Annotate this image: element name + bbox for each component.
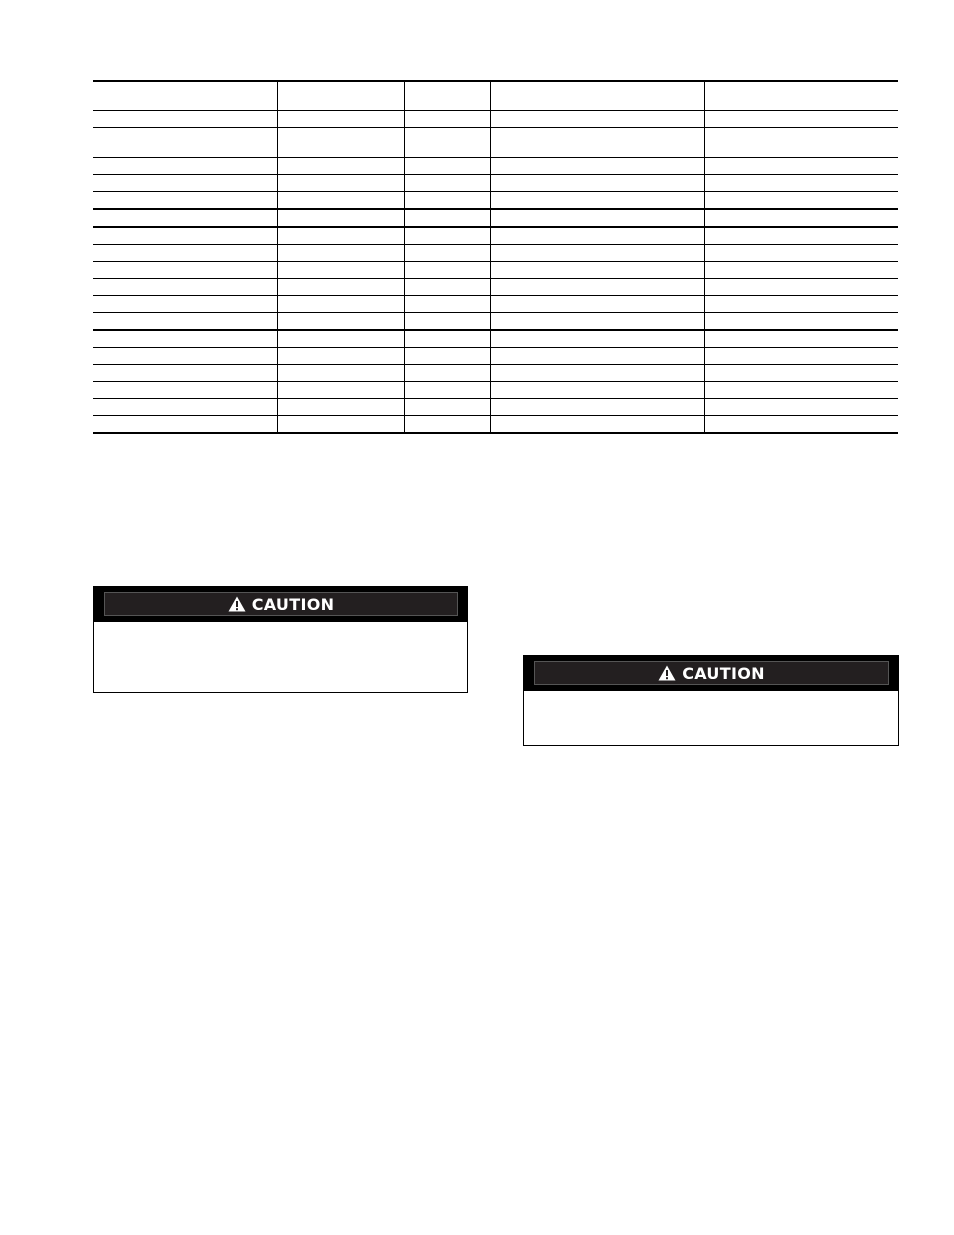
table-cell: [93, 158, 277, 175]
table-cell: [277, 348, 404, 365]
table-cell: [704, 416, 898, 434]
table-cell: [277, 365, 404, 382]
table-cell: [490, 399, 704, 416]
table-cell: [704, 245, 898, 262]
table-cell: [93, 262, 277, 279]
table-cell: [277, 81, 404, 111]
table-cell: [490, 128, 704, 158]
table-cell: [404, 175, 490, 192]
caution-header: [94, 587, 467, 622]
table-row: [93, 365, 898, 382]
table-cell: [277, 192, 404, 210]
table-cell: [277, 262, 404, 279]
table-cell: [704, 399, 898, 416]
table-cell: [490, 279, 704, 296]
table-cell: [704, 111, 898, 128]
table-cell: [93, 348, 277, 365]
table-cell: [93, 209, 277, 227]
table-cell: [490, 81, 704, 111]
table-cell: [93, 313, 277, 331]
table-cell: [404, 382, 490, 399]
table-cell: [490, 313, 704, 331]
table-cell: [704, 365, 898, 382]
table-cell: [704, 296, 898, 313]
table-row: [93, 158, 898, 175]
table-cell: [277, 330, 404, 348]
table-row: [93, 296, 898, 313]
table-cell: [93, 279, 277, 296]
table-cell: [704, 262, 898, 279]
table-row: [93, 348, 898, 365]
table-row: [93, 111, 898, 128]
table-cell: [490, 365, 704, 382]
table-cell: [404, 399, 490, 416]
table-cell: [277, 128, 404, 158]
table-cell: [277, 296, 404, 313]
table-cell: [404, 227, 490, 245]
caution-heading: CAUTION: [251, 594, 335, 614]
table-cell: [404, 348, 490, 365]
caution-box-left: [93, 586, 468, 693]
caution-heading: CAUTION: [682, 663, 765, 683]
table-cell: [704, 382, 898, 399]
table-cell: [404, 128, 490, 158]
caution-header: [524, 656, 898, 691]
table-cell: [490, 158, 704, 175]
table-cell: [93, 175, 277, 192]
table-row: [93, 245, 898, 262]
table-cell: [704, 192, 898, 210]
table-cell: [490, 192, 704, 210]
table-cell: [277, 382, 404, 399]
table-cell: [277, 227, 404, 245]
table-cell: [404, 296, 490, 313]
table-cell: [704, 330, 898, 348]
caution-banner: [104, 592, 458, 616]
table-cell: [277, 175, 404, 192]
table-row: [93, 382, 898, 399]
table-cell: [277, 416, 404, 434]
table-cell: [404, 81, 490, 111]
specification-table: [93, 80, 898, 434]
table-cell: [404, 111, 490, 128]
table-cell: [704, 158, 898, 175]
table-cell: [490, 296, 704, 313]
table-cell: [704, 313, 898, 331]
table-cell: [704, 348, 898, 365]
table-cell: [704, 128, 898, 158]
table-cell: [490, 330, 704, 348]
table-cell: [404, 262, 490, 279]
table-header-row: [93, 81, 898, 111]
table-row: [93, 313, 898, 331]
table-cell: [404, 209, 490, 227]
table-cell: [404, 313, 490, 331]
table-cell: [93, 382, 277, 399]
table-cell: [404, 158, 490, 175]
table-cell: [277, 313, 404, 331]
table-cell: [490, 382, 704, 399]
table-cell: [704, 209, 898, 227]
table-cell: [490, 175, 704, 192]
table-cell: [404, 416, 490, 434]
table-cell: [490, 245, 704, 262]
table-cell: [277, 245, 404, 262]
table-cell: [93, 245, 277, 262]
table-cell: [404, 365, 490, 382]
table-cell: [277, 399, 404, 416]
table-row: [93, 262, 898, 279]
table-row: [93, 128, 898, 158]
table-cell: [93, 192, 277, 210]
table-cell: [704, 227, 898, 245]
warning-triangle-icon: [658, 665, 676, 681]
table-cell: [490, 416, 704, 434]
table-cell: [490, 209, 704, 227]
table-cell: [490, 111, 704, 128]
table-cell: [93, 111, 277, 128]
table-cell: [93, 330, 277, 348]
warning-triangle-icon: [228, 596, 246, 612]
table-cell: [404, 192, 490, 210]
table-cell: [93, 227, 277, 245]
table-cell: [704, 279, 898, 296]
table-row: [93, 330, 898, 348]
table-cell: [93, 296, 277, 313]
caution-banner: [534, 661, 889, 685]
table-cell: [277, 158, 404, 175]
table-row: [93, 175, 898, 192]
table-cell: [490, 262, 704, 279]
table-cell: [93, 365, 277, 382]
table-cell: [404, 330, 490, 348]
caution-box-right: [523, 655, 899, 746]
table-cell: [704, 175, 898, 192]
table-row: [93, 399, 898, 416]
table-row: [93, 416, 898, 434]
table-cell: [704, 81, 898, 111]
table-cell: [93, 416, 277, 434]
table-cell: [277, 279, 404, 296]
table-cell: [93, 128, 277, 158]
table-row: [93, 192, 898, 210]
table-cell: [93, 81, 277, 111]
table-row: [93, 279, 898, 296]
table-cell: [404, 245, 490, 262]
table-cell: [277, 111, 404, 128]
table-row: [93, 227, 898, 245]
table-cell: [490, 227, 704, 245]
table-row: [93, 209, 898, 227]
table-cell: [404, 279, 490, 296]
table-cell: [490, 348, 704, 365]
table-cell: [93, 399, 277, 416]
table-cell: [277, 209, 404, 227]
